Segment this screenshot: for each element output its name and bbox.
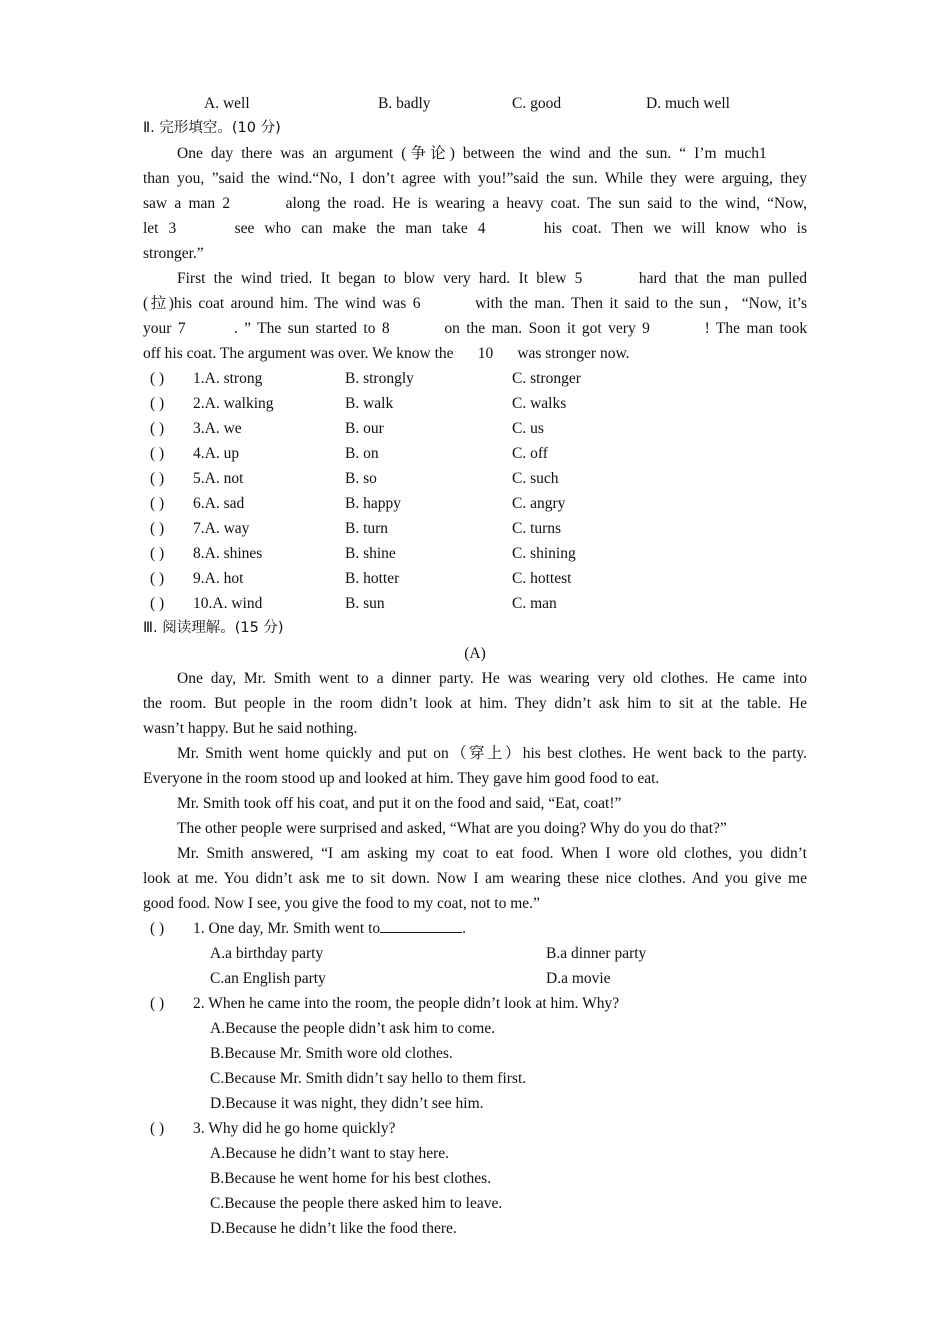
- answer-paren[interactable]: ( ): [150, 420, 165, 437]
- top-options-row: [143, 91, 807, 116]
- top-option-a: A. well: [204, 95, 250, 112]
- answer-paren[interactable]: ( ): [150, 995, 165, 1012]
- reading-line-2: the room. But people in the room didn’t look at him. They didn’t ask him to sit at the table. He: [143, 695, 807, 712]
- cloze-question-2: ( ) 2.A. walking B. walk C. walks: [143, 391, 807, 416]
- reading-line-8: Mr. Smith answered, “I am asking my coat to eat food. When I wore old clothes, you didn’t: [177, 845, 807, 862]
- answer-paren[interactable]: ( ): [150, 495, 165, 512]
- top-option-d: D. much well: [646, 95, 730, 112]
- q3-option-d[interactable]: D.Because he didn’t like the food there.: [210, 1220, 457, 1237]
- answer-paren[interactable]: ( ): [150, 520, 165, 537]
- q2-option-a[interactable]: A.Because the people didn’t ask him to come.: [210, 1020, 496, 1037]
- q3-option-a[interactable]: A.Because he didn’t want to stay here.: [210, 1145, 450, 1162]
- cloze-line-3: saw a man 2 along the road. He is wearing a heavy coat. The sun said to the wind, “Now,: [143, 191, 807, 216]
- cloze-question-9: ( ) 9.A. hot B. hotter C. hottest: [143, 566, 807, 591]
- reading-line-7: The other people were surprised and asked, “What are you doing? Why do you do that?”: [177, 820, 727, 837]
- q2-option-c[interactable]: C.Because Mr. Smith didn’t say hello to them first.: [210, 1070, 527, 1087]
- reading-line-4: Mr. Smith went home quickly and put on（穿上）his best clothes. He went back to the party.: [177, 745, 807, 762]
- blank-2: 2: [222, 195, 231, 212]
- blank-7: 7: [177, 320, 186, 337]
- blank-4: 4: [477, 220, 486, 237]
- cloze-question-5: ( ) 5.A. not B. so C. such: [143, 466, 807, 491]
- cloze-question-4: ( ) 4.A. up B. on C. off: [143, 441, 807, 466]
- q2-option-b[interactable]: B.Because Mr. Smith wore old clothes.: [210, 1045, 453, 1062]
- reading-question-1: ( ) 1. One day, Mr. Smith went to .: [143, 916, 807, 941]
- cloze-question-6: ( ) 6.A. sad B. happy C. angry: [143, 491, 807, 516]
- q3-option-c[interactable]: C.Because the people there asked him to leave.: [210, 1195, 503, 1212]
- q1-option-c[interactable]: C.an English party: [210, 970, 326, 987]
- blank-1: 1: [759, 145, 767, 162]
- reading-question-2: ( ) 2. When he came into the room, the people didn’t look at him. Why?: [143, 991, 807, 1016]
- cloze-line-5: stronger.”: [143, 245, 204, 262]
- top-option-c: C. good: [512, 95, 562, 112]
- reading-line-1: One day, Mr. Smith went to a dinner party. He was wearing very old clothes. He came into: [177, 670, 807, 687]
- section-3-heading: Ⅲ. 阅读理解。(15 分): [143, 620, 284, 636]
- cloze-line-8: your 7 . ” The sun started to 8 on the man. Soon it got very 9 ! The man took: [143, 316, 807, 341]
- reading-line-5: Everyone in the room stood up and looked at him. They gave him good food to eat.: [143, 770, 660, 787]
- answer-paren[interactable]: ( ): [150, 470, 165, 487]
- answer-paren[interactable]: ( ): [150, 370, 165, 387]
- q1-options-row-1: [143, 941, 807, 966]
- reading-line-9: look at me. You didn’t ask me to sit down. Now I am wearing these nice clothes. And you give me: [143, 870, 807, 887]
- q1-option-d[interactable]: D.a movie: [546, 970, 611, 987]
- answer-paren[interactable]: ( ): [150, 595, 165, 612]
- blank-5: 5: [574, 270, 583, 287]
- exam-page: [143, 91, 807, 1241]
- cloze-line-1: One day there was an argument (争论) between the wind and the sun. “ I’m much1: [143, 141, 807, 166]
- q1-option-b[interactable]: B.a dinner party: [546, 945, 647, 962]
- reading-line-10: good food. Now I see, you give the food to my coat, not to me.”: [143, 895, 540, 912]
- cloze-line-7: (拉)his coat around him. The wind was 6 with the man. Then it said to the sun，“Now, it’s: [143, 291, 807, 316]
- blank-8: 8: [381, 320, 390, 337]
- q3-option-b[interactable]: B.Because he went home for his best clothes.: [210, 1170, 492, 1187]
- answer-paren[interactable]: ( ): [150, 920, 165, 937]
- cloze-line-9: off his coat. The argument was over. We know the 10 was stronger now.: [143, 341, 807, 366]
- answer-paren[interactable]: ( ): [150, 395, 165, 412]
- section-2-heading: Ⅱ. 完形填空。(10 分): [143, 120, 281, 136]
- blank-3: 3: [168, 220, 177, 237]
- q2-option-d[interactable]: D.Because it was night, they didn’t see him.: [210, 1095, 484, 1112]
- cloze-question-1: ( ) 1.A. strong B. strongly C. stronger: [143, 366, 807, 391]
- answer-underline: [380, 917, 462, 933]
- reading-line-6: Mr. Smith took off his coat, and put it on the food and said, “Eat, coat!”: [177, 795, 622, 812]
- reading-question-3: ( ) 3. Why did he go home quickly?: [143, 1116, 807, 1141]
- cloze-question-8: ( ) 8.A. shines B. shine C. shining: [143, 541, 807, 566]
- blank-9: 9: [642, 320, 650, 337]
- q1-option-a[interactable]: A.a birthday party: [210, 945, 324, 962]
- cloze-question-7: ( ) 7.A. way B. turn C. turns: [143, 516, 807, 541]
- cloze-question-10: ( ) 10.A. wind B. sun C. man: [143, 591, 807, 616]
- cloze-line-2: than you, ”said the wind.“No, I don’t agree with you!”said the sun. While they were arguing, they: [143, 170, 807, 187]
- blank-10: 10: [477, 345, 494, 362]
- answer-paren[interactable]: ( ): [150, 570, 165, 587]
- cloze-question-3: ( ) 3.A. we B. our C. us: [143, 416, 807, 441]
- answer-paren[interactable]: ( ): [150, 445, 165, 462]
- answer-paren[interactable]: ( ): [150, 1120, 165, 1137]
- reading-part-label: (A): [464, 645, 486, 662]
- reading-line-3: wasn’t happy. But he said nothing.: [143, 720, 358, 737]
- answer-paren[interactable]: ( ): [150, 545, 165, 562]
- cloze-line-4: let 3 see who can make the man take 4 his coat. Then we will know who is: [143, 216, 807, 241]
- cloze-line-6: First the wind tried. It began to blow very hard. It blew 5 hard that the man pulled: [143, 266, 807, 291]
- blank-6: 6: [412, 295, 421, 312]
- q1-options-row-2: [143, 966, 807, 991]
- top-option-b: B. badly: [378, 95, 431, 112]
